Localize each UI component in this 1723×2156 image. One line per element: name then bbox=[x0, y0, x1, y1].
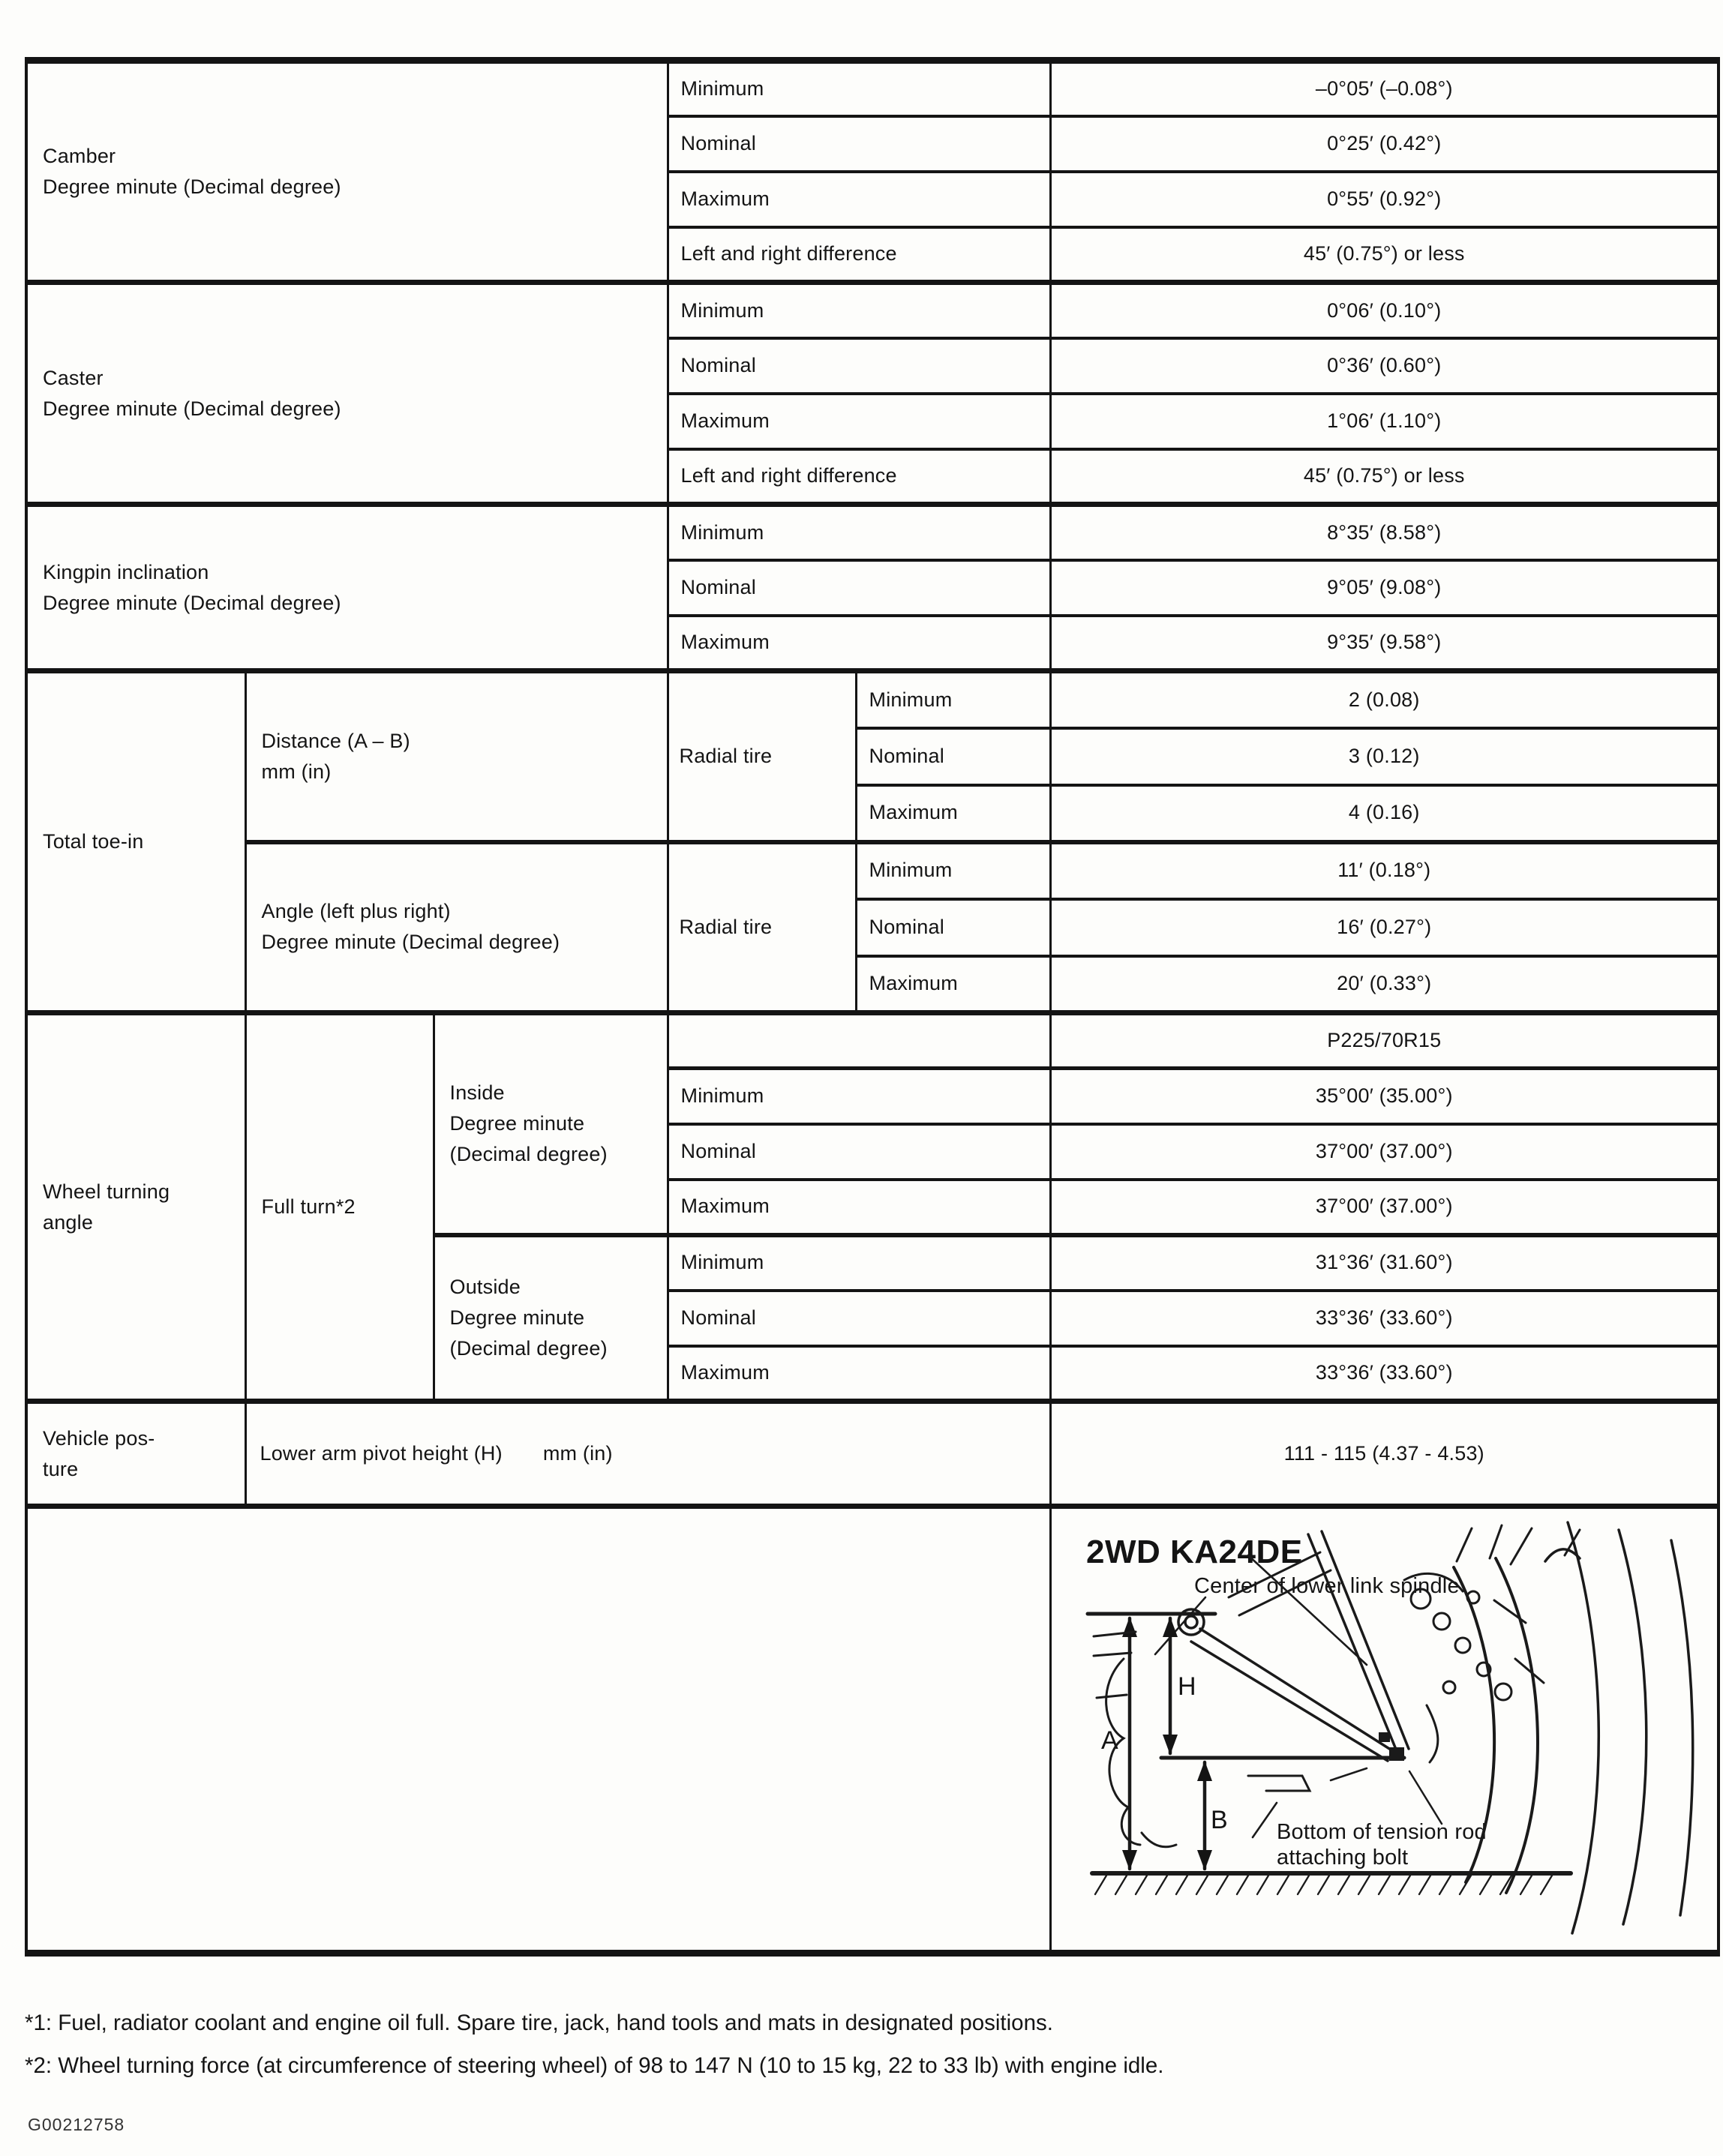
frame-line bbox=[1248, 1555, 1367, 1665]
tension-rod-nut bbox=[1379, 1732, 1390, 1742]
radial-tire-cell: Radial tire bbox=[668, 842, 856, 1013]
spec-attr-cell: Minimum bbox=[668, 1235, 1050, 1291]
spec-attr-cell: Nominal bbox=[668, 1291, 1050, 1346]
footnote-1: *1: Fuel, radiator coolant and engine oil full. Spare tire, jack, hand tools and mats in designated positions. bbox=[25, 2011, 1053, 2035]
empty-cell bbox=[26, 1507, 1050, 1954]
wheel-rim-arc bbox=[1496, 1558, 1538, 1893]
lower-arm-pivot-height-unit: mm (in) bbox=[542, 1441, 613, 1465]
table-row bbox=[26, 1507, 1718, 1954]
spec-attr-cell: Maximum bbox=[668, 394, 1050, 449]
camber-label-cell bbox=[26, 61, 668, 283]
caster-label-line2: Degree minute (Decimal degree) bbox=[43, 397, 341, 420]
fender-stroke bbox=[1457, 1528, 1472, 1561]
knuckle-bolt bbox=[1443, 1681, 1455, 1693]
frame-dash bbox=[1094, 1653, 1131, 1656]
vehicle-posture-label-line1: Vehicle pos- bbox=[43, 1426, 155, 1450]
spec-value-cell: 8°35′ (8.58°) bbox=[1050, 505, 1718, 560]
kingpin-label-line2: Degree minute (Decimal degree) bbox=[43, 591, 341, 614]
dimension-label-a: A bbox=[1100, 1726, 1118, 1755]
spec-value-cell: 11′ (0.18°) bbox=[1050, 842, 1718, 899]
spec-value-cell: 16′ (0.27°) bbox=[1050, 899, 1718, 956]
tire-size-value-cell: P225/70R15 bbox=[1050, 1013, 1718, 1069]
table-row bbox=[26, 61, 1718, 116]
spec-value-cell: 1°06′ (1.10°) bbox=[1050, 394, 1718, 449]
spec-attr-cell: Minimum bbox=[668, 505, 1050, 560]
spec-value-cell: 4 (0.16) bbox=[1050, 785, 1718, 842]
stray-line bbox=[1331, 1768, 1367, 1780]
oil-pan-edge bbox=[1248, 1776, 1310, 1791]
spec-attr-cell: Minimum bbox=[668, 283, 1050, 338]
spindle-caption: Center of lower link spindle bbox=[1193, 1574, 1460, 1598]
toe-in-label-cell: Total toe-in bbox=[26, 671, 245, 1013]
knuckle-bolt bbox=[1433, 1613, 1450, 1630]
spec-value-cell: 0°06′ (0.10°) bbox=[1050, 283, 1718, 338]
full-turn-cell: Full turn*2 bbox=[245, 1013, 434, 1402]
spec-value-cell: 20′ (0.33°) bbox=[1050, 956, 1718, 1013]
alignment-spec-table-wrap bbox=[25, 57, 1717, 1957]
spec-attr-cell: Minimum bbox=[668, 61, 1050, 116]
spec-value-cell: 9°35′ (9.58°) bbox=[1050, 616, 1718, 671]
spec-attr-cell: Maximum bbox=[856, 956, 1050, 1013]
dimension-label-h: H bbox=[1177, 1672, 1196, 1701]
spec-value-cell: 37°00′ (37.00°) bbox=[1050, 1124, 1718, 1180]
spec-attr-cell: Maximum bbox=[668, 172, 1050, 227]
spec-attr-cell: Minimum bbox=[856, 842, 1050, 899]
outside-label-cell bbox=[434, 1235, 668, 1402]
tension-rod-line bbox=[1322, 1531, 1409, 1749]
distance-label-line2: mm (in) bbox=[261, 760, 332, 783]
distance-label-line1: Distance (A – B) bbox=[261, 729, 410, 752]
spec-value-cell: 37°00′ (37.00°) bbox=[1050, 1180, 1718, 1235]
camber-label-line1: Camber bbox=[43, 145, 116, 167]
table-row bbox=[26, 283, 1718, 338]
spec-value-cell: 33°36′ (33.60°) bbox=[1050, 1291, 1718, 1346]
outside-label-line1: Outside bbox=[449, 1275, 521, 1298]
vehicle-posture-label-cell bbox=[26, 1402, 245, 1507]
bolt-leader-line bbox=[1409, 1771, 1442, 1824]
spec-value-cell: 9°05′ (9.08°) bbox=[1050, 560, 1718, 616]
spec-value-cell: 45′ (0.75°) or less bbox=[1050, 449, 1718, 505]
footnote-2: *2: Wheel turning force (at circumference of steering wheel) of 98 to 147 N (10 to 15 kg, 22 to 33 lb) with engine idle. bbox=[25, 2053, 1164, 2078]
suspension-diagram-cell bbox=[1050, 1507, 1718, 1954]
caster-label-line1: Caster bbox=[43, 366, 104, 389]
spec-value-cell: –0°05′ (–0.08°) bbox=[1050, 61, 1718, 116]
fender-stroke bbox=[1511, 1528, 1532, 1564]
spec-value-cell: 2 (0.08) bbox=[1050, 671, 1718, 728]
kingpin-label-line1: Kingpin inclination bbox=[43, 560, 209, 583]
angle-label-line1: Angle (left plus right) bbox=[261, 900, 451, 923]
knuckle-bolt bbox=[1495, 1684, 1511, 1700]
diagram-title: 2WD KA24DE bbox=[1085, 1534, 1303, 1570]
tire-size-blank-cell bbox=[668, 1013, 1050, 1069]
spec-value-cell: 0°36′ (0.60°) bbox=[1050, 338, 1718, 394]
tire-arc bbox=[1568, 1522, 1598, 1933]
frame-dash bbox=[1097, 1695, 1127, 1698]
inside-label-line1: Inside bbox=[449, 1081, 505, 1105]
spec-attr-cell: Maximum bbox=[668, 616, 1050, 671]
fender-arc bbox=[1545, 1549, 1580, 1561]
lower-arm-pivot-height-text: Lower arm pivot height (H) bbox=[260, 1441, 503, 1465]
suspension-diagram bbox=[1052, 1509, 1715, 1950]
wheel-turning-label-line2: angle bbox=[43, 1210, 94, 1234]
toe-in-distance-label-cell bbox=[245, 671, 668, 842]
footnotes bbox=[25, 2010, 1697, 2095]
toe-in-angle-label-cell bbox=[245, 842, 668, 1013]
spec-attr-cell: Nominal bbox=[856, 728, 1050, 785]
table-row bbox=[26, 1013, 1718, 1069]
wheel-alignment-spec-table bbox=[25, 57, 1720, 1957]
dimension-label-b: B bbox=[1210, 1806, 1228, 1834]
camber-label-line2: Degree minute (Decimal degree) bbox=[43, 175, 341, 198]
spec-attr-cell: Left and right difference bbox=[668, 227, 1050, 283]
spec-value-cell: 111 - 115 (4.37 - 4.53) bbox=[1050, 1402, 1718, 1507]
inside-label-cell bbox=[434, 1013, 668, 1235]
hub-arc bbox=[1427, 1705, 1438, 1762]
angle-label-line2: Degree minute (Decimal degree) bbox=[261, 931, 560, 954]
tension-rod-bolt bbox=[1389, 1747, 1404, 1761]
table-row bbox=[26, 842, 1718, 899]
knuckle-bolt bbox=[1455, 1638, 1470, 1653]
tension-rod-caption-line2: attaching bolt bbox=[1276, 1846, 1408, 1870]
spindle-circle-inner bbox=[1185, 1616, 1197, 1628]
figure-code: G00212758 bbox=[28, 2115, 125, 2134]
spec-attr-cell: Nominal bbox=[668, 560, 1050, 616]
tire-arc bbox=[1671, 1540, 1693, 1915]
outside-label-line2: Degree minute bbox=[449, 1306, 585, 1329]
spec-attr-cell: Maximum bbox=[856, 785, 1050, 842]
ground-hatching bbox=[1095, 1876, 1552, 1894]
spec-value-cell: 45′ (0.75°) or less bbox=[1050, 227, 1718, 283]
spec-value-cell: 0°55′ (0.92°) bbox=[1050, 172, 1718, 227]
spec-value-cell: 0°25′ (0.42°) bbox=[1050, 116, 1718, 172]
table-row bbox=[26, 671, 1718, 728]
vehicle-posture-label-line2: ture bbox=[43, 1457, 79, 1480]
spec-value-cell: 31°36′ (31.60°) bbox=[1050, 1235, 1718, 1291]
tension-rod-caption-line1: Bottom of tension rod bbox=[1276, 1820, 1487, 1844]
caster-label-cell bbox=[26, 283, 668, 505]
spec-attr-cell: Minimum bbox=[668, 1069, 1050, 1124]
wheel-turning-label-line1: Wheel turning bbox=[43, 1180, 170, 1203]
wheel-turning-label-cell bbox=[26, 1013, 245, 1402]
spec-attr-cell: Maximum bbox=[668, 1180, 1050, 1235]
inside-label-line2: Degree minute bbox=[449, 1112, 585, 1135]
spec-attr-cell: Nominal bbox=[668, 338, 1050, 394]
spec-attr-cell: Nominal bbox=[856, 899, 1050, 956]
lower-arm-line bbox=[1200, 1629, 1393, 1751]
spec-attr-cell: Left and right difference bbox=[668, 449, 1050, 505]
spec-value-cell: 3 (0.12) bbox=[1050, 728, 1718, 785]
spec-attr-cell: Minimum bbox=[856, 671, 1050, 728]
outside-label-line3: (Decimal degree) bbox=[449, 1336, 608, 1360]
stray-line bbox=[1253, 1803, 1277, 1837]
inside-label-line3: (Decimal degree) bbox=[449, 1143, 608, 1166]
fender-stroke bbox=[1490, 1525, 1502, 1558]
tire-arc bbox=[1619, 1530, 1646, 1924]
spec-value-cell: 35°00′ (35.00°) bbox=[1050, 1069, 1718, 1124]
frame-arc bbox=[1142, 1833, 1176, 1847]
spec-value-cell: 33°36′ (33.60°) bbox=[1050, 1346, 1718, 1402]
spec-attr-cell: Nominal bbox=[668, 1124, 1050, 1180]
spec-attr-cell: Nominal bbox=[668, 116, 1050, 172]
table-row bbox=[26, 1402, 1718, 1507]
lower-arm-pivot-height-cell bbox=[245, 1402, 1050, 1507]
spec-attr-cell: Maximum bbox=[668, 1346, 1050, 1402]
table-row bbox=[26, 505, 1718, 560]
radial-tire-cell: Radial tire bbox=[668, 671, 856, 842]
kingpin-label-cell bbox=[26, 505, 668, 671]
